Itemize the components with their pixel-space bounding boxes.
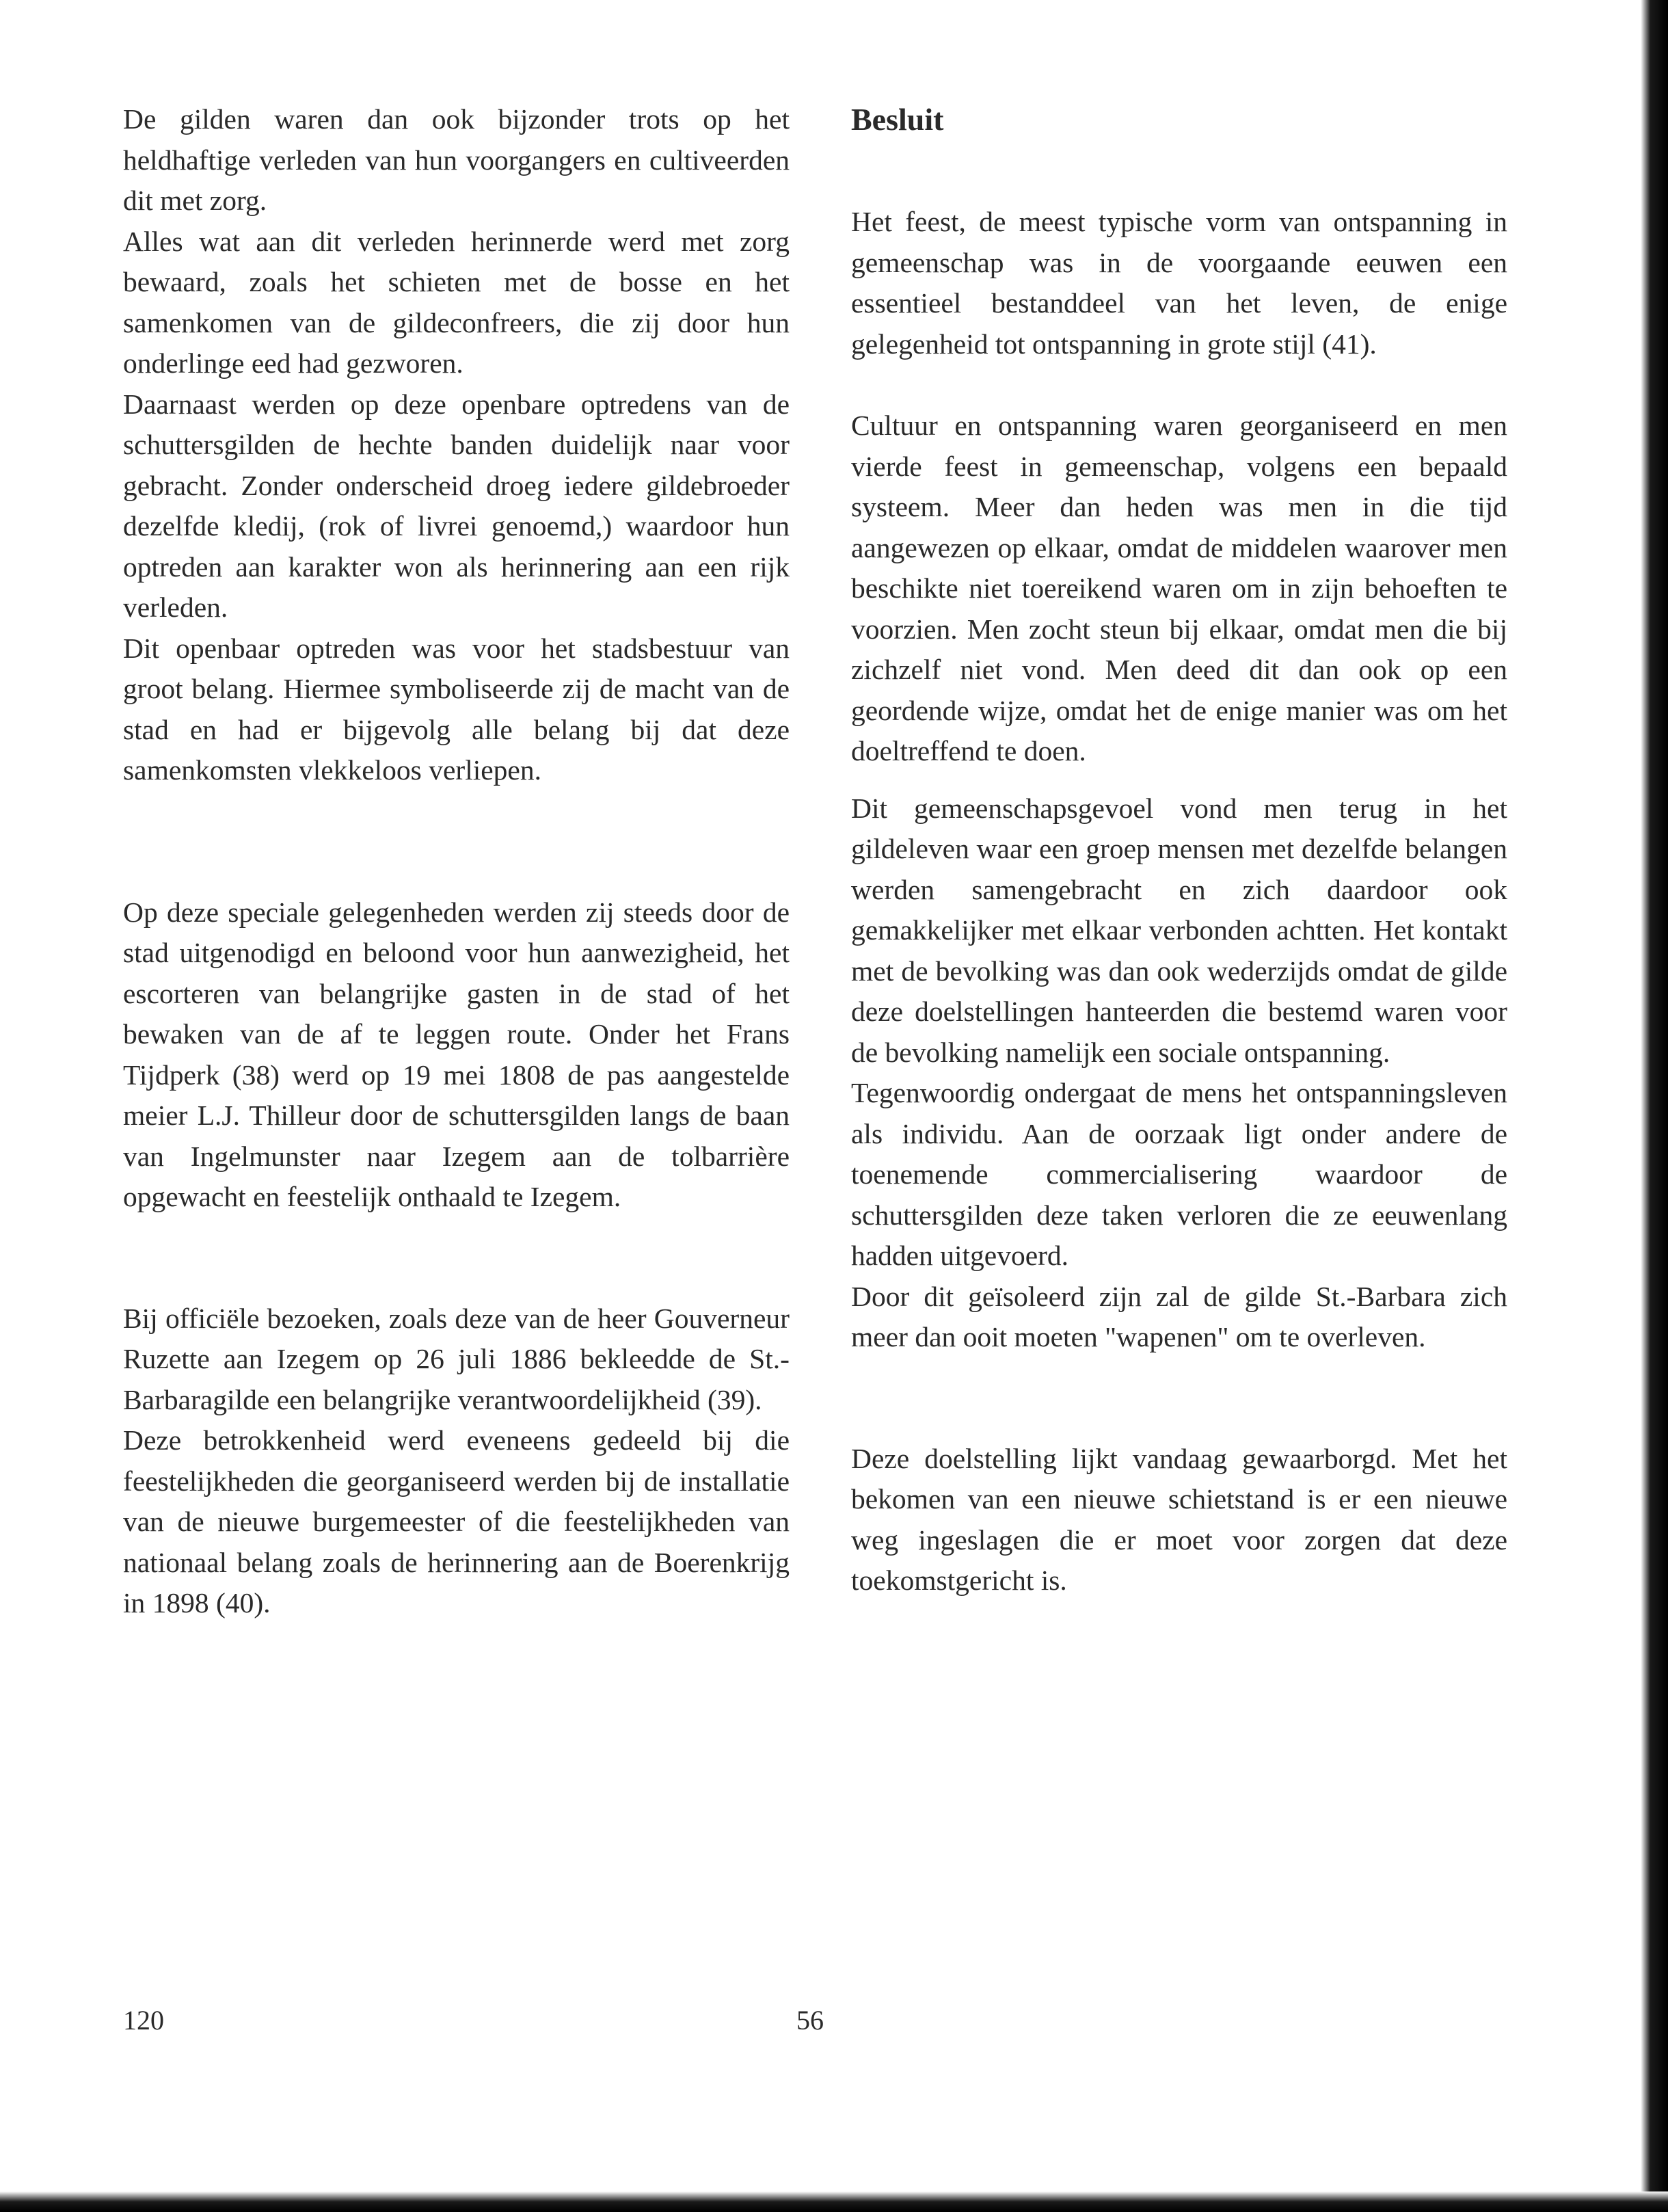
right-paragraph-5: Door dit geïsoleerd zijn zal de gilde St.-Barbara zich meer dan ooit moeten "wapenen" om te overleven.	[851, 1280, 1507, 1352]
left-paragraph-4: Dit openbaar optreden was voor het stadsbestuur van groot belang. Hiermee symboliseerde zij de macht van de stad en had er bijgevolg alle belang bij dat deze samenkomsten vlekkeloos verliepen.	[123, 632, 790, 786]
left-paragraph-1: De gilden waren dan ook bijzonder trots op het heldhaftige verleden van hun voorgangers en cultiveerden dit met zorg.	[123, 103, 790, 216]
right-column	[851, 99, 1507, 1601]
left-paragraph-7: Deze betrokkenheid werd eveneens gedeeld bij die feestelijkheden die georganiseerd werden bij de installatie van de nieuwe burgemeester of die feestelijkheden van nationaal belang zoals de herinnering aan de Boerenkrijg in 1898 (40).	[123, 1424, 790, 1618]
paragraph-spacer	[851, 772, 1507, 788]
left-paragraph-3: Daarnaast werden op deze openbare optredens van de schuttersgilden de hechte banden duidelijk naar voor gebracht. Zonder onderscheid droeg iedere gildebroeder dezelfde kledij, (rok of livrei genoemd,) waardoor hun optreden aan karakter won als herinnering aan een rijk verleden.	[123, 388, 790, 623]
section-heading: Besluit	[851, 102, 944, 137]
scan-edge-right	[1641, 0, 1668, 2212]
paragraph-spacer	[851, 364, 1507, 405]
paragraph-spacer	[123, 1218, 790, 1298]
page-number-right: 56	[796, 2005, 824, 2036]
paragraph-spacer	[851, 1358, 1507, 1439]
scan-edge-bottom	[0, 2191, 1668, 2212]
left-paragraph-6: Bij officiële bezoeken, zoals deze van de heer Gouverneur Ruzette aan Izegem op 26 juli 1886 bekleedde de St.-Barbaragilde een belangrijke verantwoordelijkheid (39).	[123, 1302, 790, 1415]
paragraph-spacer	[123, 791, 790, 892]
left-paragraph-2: Alles wat aan dit verleden herinnerde werd met zorg bewaard, zoals het schieten met de bosse en het samenkomen van de gildeconfreers, die zij door hun onderlinge eed had gezworen.	[123, 225, 790, 379]
right-paragraph-3: Dit gemeenschapsgevoel vond men terug in het gildeleven waar een groep mensen met dezelfde belangen werden samengebracht en zich daardoor ook gemakkelijker met elkaar verbonden achtten. Het kontakt met de bevolking was dan ook wederzijds omdat de gilde deze doelstellingen hanteerden die bestemd waren voor de bevolking namelijk een sociale ontspanning.	[851, 792, 1507, 1068]
right-paragraph-1: Het feest, de meest typische vorm van ontspanning in gemeenschap was in de voorgaande eeuwen een essentieel bestanddeel van het leven, de enige gelegenheid tot ontspanning in grote stijl (41).	[851, 206, 1507, 360]
right-paragraph-4: Tegenwoordig ondergaat de mens het ontspanningsleven als individu. Aan de oorzaak ligt onder andere de toenemende commercialisering waardoor de schuttersgilden deze taken verloren die ze eeuwenlang hadden uitgevoerd.	[851, 1077, 1507, 1271]
left-paragraph-5: Op deze speciale gelegenheden werden zij steeds door de stad uitgenodigd en beloond voor hun aanwezigheid, het escorteren van belangrijke gasten in de stad of het bewaken van de af te leggen route. Onder het Frans Tijdperk (38) werd op 19 mei 1808 de pas aangestelde meier L.J. Thilleur door de schuttersgilden langs de baan van Ingelmunster naar Izegem aan de tolbarrière opgewacht en feestelijk onthaald te Izegem.	[123, 896, 790, 1212]
page-number-left: 120	[123, 2005, 164, 2036]
left-column	[123, 99, 790, 1624]
right-paragraph-2: Cultuur en ontspanning waren georganiseerd en men vierde feest in gemeenschap, volgens een bepaald systeem. Meer dan heden was men in die tijd aangewezen op elkaar, omdat de middelen waarover men beschikte niet toereikend waren om in zijn behoeften te voorzien. Men zocht steun bij elkaar, omdat men die bij zichzelf niet vond. Men deed dit dan ook op een geordende wijze, omdat het de enige manier was om het doeltreffend te doen.	[851, 410, 1507, 767]
right-paragraph-6: Deze doelstelling lijkt vandaag gewaarborgd. Met het bekomen van een nieuwe schietstand is er een nieuwe weg ingeslagen die er moet voor zorgen dat deze toekomstgericht is.	[851, 1442, 1507, 1596]
